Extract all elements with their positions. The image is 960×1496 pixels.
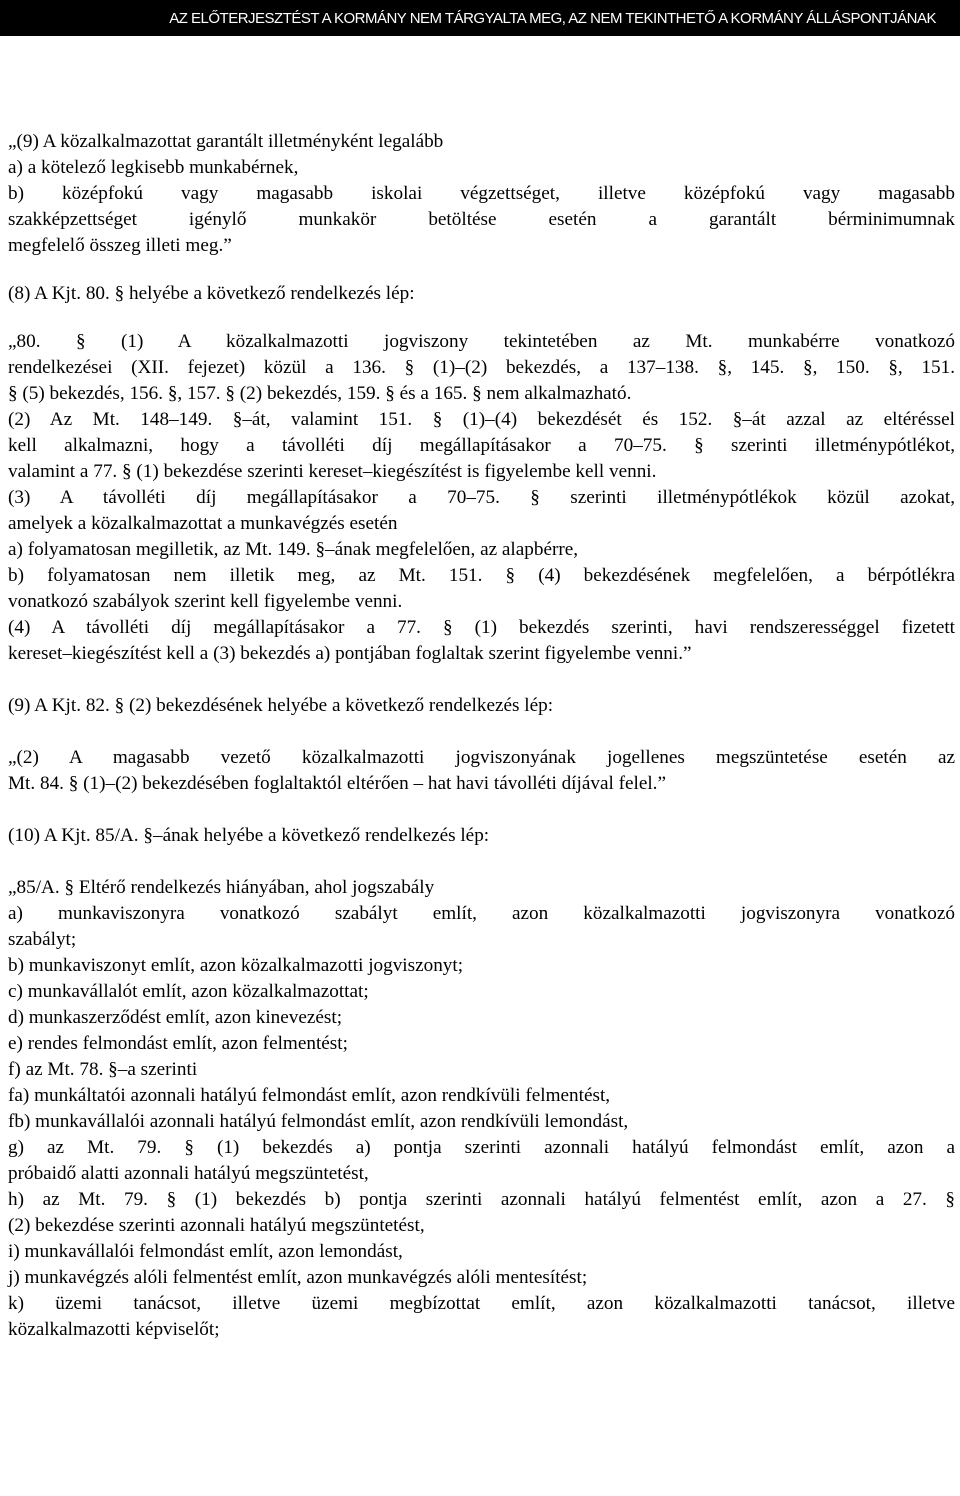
text-line: próbaidő alatti azonnali hatályú megszüntetést, (8, 1163, 369, 1184)
text-line: kereset–kiegészítést kell a (3) bekezdés a) pontjában foglaltak szerint figyelembe venni.” (8, 643, 692, 664)
text-line: (2) Az Mt. 148–149. §–át, valamint 151. § (1)–(4) bekezdését és 152. §–át azzal az eltéréssel (8, 409, 955, 430)
text-line: (2) bekezdése szerinti azonnali hatályú megszüntetést, (8, 1215, 425, 1236)
text-line: „85/A. § Eltérő rendelkezés hiányában, ahol jogszabály (8, 877, 435, 898)
text-line: c) munkavállalót említ, azon közalkalmazottat; (8, 981, 369, 1002)
text-line: k) üzemi tanácsot, illetve üzemi megbízottat említ, azon közalkalmazotti tanácsot, illetve (8, 1293, 955, 1314)
document-body (8, 129, 955, 1343)
text-line: a) a kötelező legkisebb munkabérnek, (8, 157, 299, 178)
amendment-intro: (8) A Kjt. 80. § helyébe a következő rendelkezés lép: (8, 283, 415, 304)
text-line: b) középfokú vagy magasabb iskolai végzettséget, illetve középfokú vagy magasabb (8, 183, 955, 204)
text-line: szakképzettséget igénylő munkakör betöltése esetén a garantált bérminimumnak (8, 209, 955, 230)
text-line: fa) munkáltatói azonnali hatályú felmondást említ, azon rendkívüli felmentést, (8, 1085, 611, 1106)
text-line: e) rendes felmondást említ, azon felmentést; (8, 1033, 348, 1054)
text-line: j) munkavégzés alóli felmentést említ, azon munkavégzés alóli mentesítést; (8, 1267, 588, 1288)
text-line: i) munkavállalói felmondást említ, azon lemondást, (8, 1241, 403, 1262)
text-line: szabályt; (8, 929, 77, 950)
text-line: (3) A távolléti díj megállapításakor a 70–75. § szerinti illetménypótlékok közül azokat, (8, 487, 955, 508)
text-line: Mt. 84. § (1)–(2) bekezdésében foglaltaktól eltérően – hat havi távolléti díjával felel.” (8, 773, 666, 794)
text-line: valamint a 77. § (1) bekezdése szerinti kereset–kiegészítést is figyelembe kell venni. (8, 461, 657, 482)
text-line: g) az Mt. 79. § (1) bekezdés a) pontja szerinti azonnali hatályú felmondást említ, azon a (8, 1137, 955, 1158)
text-line: amelyek a közalkalmazottat a munkavégzés esetén (8, 513, 398, 534)
draft-disclaimer-banner (0, 0, 960, 36)
draft-disclaimer-text: AZ ELŐTERJESZTÉST A KORMÁNY NEM TÁRGYALTA MEG, AZ NEM TEKINTHETŐ A KORMÁNY ÁLLÁSPONTJÁNAK (169, 9, 936, 27)
text-line: a) folyamatosan megilletik, az Mt. 149. §–ának megfelelően, az alapbérre, (8, 539, 579, 560)
text-line: d) munkaszerződést említ, azon kinevezést; (8, 1007, 343, 1028)
text-line: kell alkalmazni, hogy a távolléti díj megállapításakor a 70–75. § szerinti illetménypótlékot, (8, 435, 955, 456)
text-line: f) az Mt. 78. §–a szerinti (8, 1059, 198, 1080)
text-line: vonatkozó szabályok szerint kell figyelembe venni. (8, 591, 403, 612)
text-line: fb) munkavállalói azonnali hatályú felmondást említ, azon rendkívüli lemondást, (8, 1111, 629, 1132)
amendment-intro: (10) A Kjt. 85/A. §–ának helyébe a következő rendelkezés lép: (8, 825, 490, 846)
text-line: (4) A távolléti díj megállapításakor a 77. § (1) bekezdés szerinti, havi rendszerességgel fizetett (8, 617, 955, 638)
text-line: b) munkaviszonyt említ, azon közalkalmazotti jogviszonyt; (8, 955, 464, 976)
amendment-intro: (9) A Kjt. 82. § (2) bekezdésének helyébe a következő rendelkezés lép: (8, 695, 554, 716)
text-line: megfelelő összeg illeti meg.” (8, 235, 232, 256)
text-line: § (5) bekezdés, 156. §, 157. § (2) bekezdés, 159. § és a 165. § nem alkalmazható. (8, 383, 632, 404)
text-line: közalkalmazotti képviselőt; (8, 1319, 220, 1340)
text-line: „80. § (1) A közalkalmazotti jogviszony tekintetében az Mt. munkabérre vonatkozó (8, 331, 955, 352)
text-line: a) munkaviszonyra vonatkozó szabályt említ, azon közalkalmazotti jogviszonyra vonatkozó (8, 903, 955, 924)
text-line: „(2) A magasabb vezető közalkalmazotti jogviszonyának jogellenes megszüntetése esetén az (8, 747, 955, 768)
text-line: „(9) A közalkalmazottat garantált illetményként legalább (8, 131, 444, 152)
text-line: h) az Mt. 79. § (1) bekezdés b) pontja szerinti azonnali hatályú felmentést említ, azon a 27. § (8, 1189, 955, 1210)
text-line: b) folyamatosan nem illetik meg, az Mt. 151. § (4) bekezdésének megfelelően, a bérpótlékra (8, 565, 955, 586)
text-line: rendelkezései (XII. fejezet) közül a 136. § (1)–(2) bekezdés, a 137–138. §, 145. §, 150. §, 151. (8, 357, 955, 378)
